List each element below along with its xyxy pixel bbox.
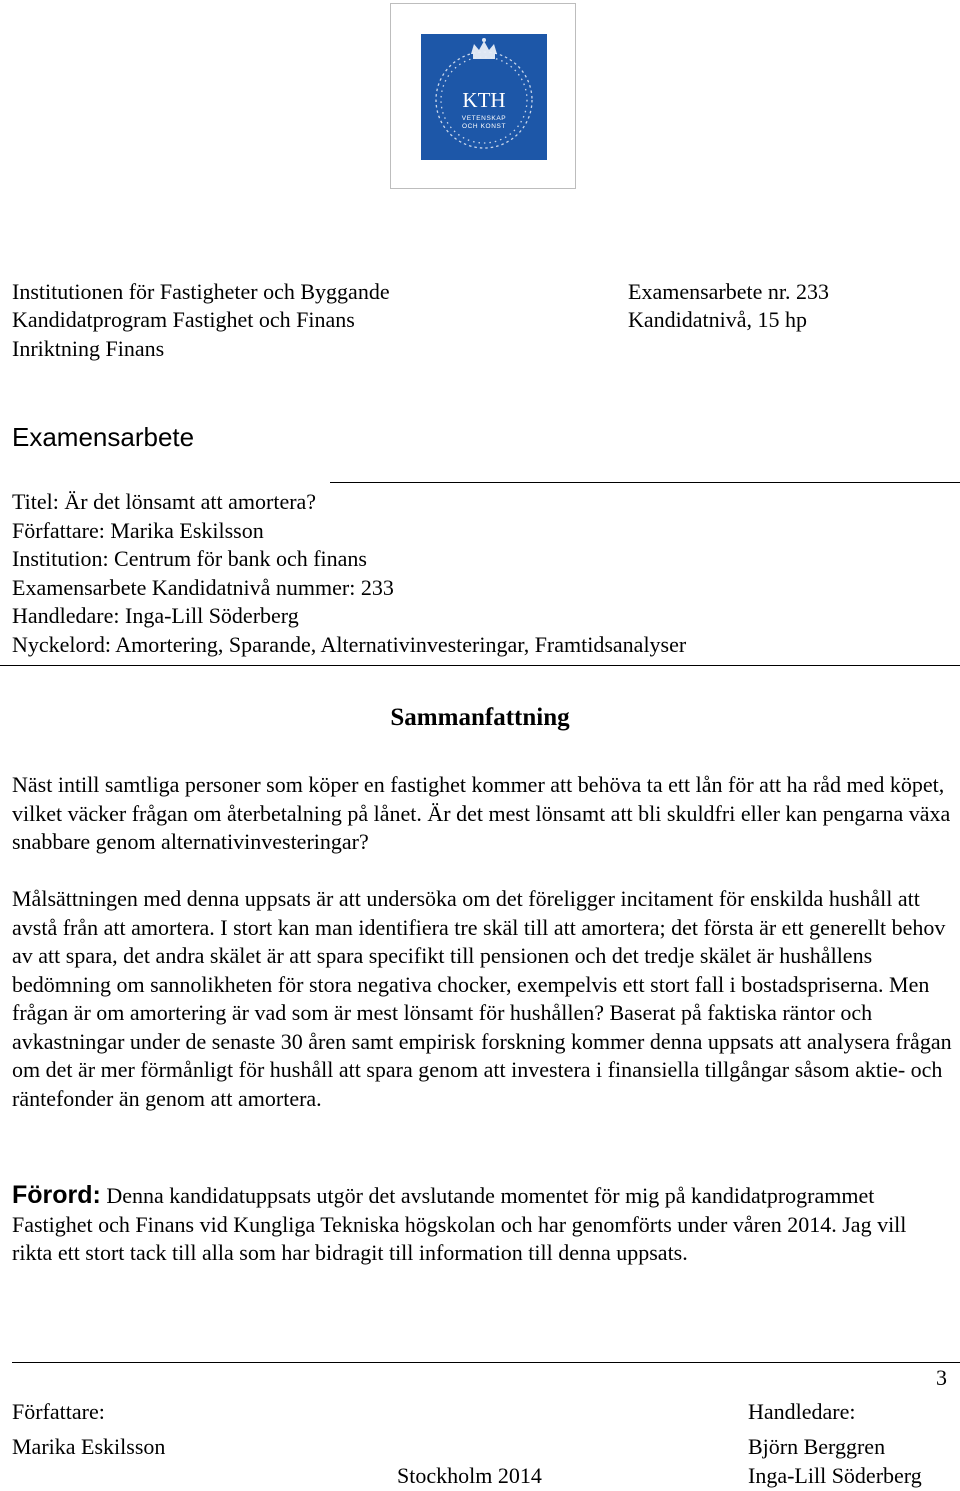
summary-heading: Sammanfattning xyxy=(390,704,570,731)
rule-bottom xyxy=(0,665,960,666)
summary-paragraph-2-text: Målsättningen med denna uppsats är att undersöka om det föreligger incitament för enskilda hushåll att avstå från att amortera. I stort kan man identifiera tre skäl till att amortera; det första är ett generellt behov av att spara, det andra skälet är att spara specifikt till pensionen och det tredje skälet är hushållens bedömning om sannolikheten för stora negativa chocker, exempelvis ett stort fall i bostadspriserna. Men frågan är om amortering är vad som är mest lönsamt för hushållen? Baserat på faktiska räntor och avkastningar under de senaste 30 åren samt empirisk forskning kommer denna uppsats att analysera frågan om det är mer förmånligt för hushåll att spara genom att investera i finansiella tillgångar såsom aktie- och räntefonder än genom att amortera. xyxy=(12,886,952,1111)
logo-kth-text: KTH xyxy=(462,88,506,112)
foreword-text: Denna kandidatuppsats utgör det avslutande momentet för mig på kandidatprogrammet Fastighet och Finans vid Kungliga Tekniska högskolan och har genomförts under våren 2014. Jag vill rikta ett stort tack till alla som har bidragit till information till denna uppsats. xyxy=(12,1183,907,1265)
summary-paragraph-2 xyxy=(12,885,952,1113)
meta-institution: Institution: Centrum för bank och finans xyxy=(12,546,367,571)
logo-line2-text: OCH KONST xyxy=(461,123,507,130)
kth-logo-emblem xyxy=(421,34,547,160)
meta-handledare: Handledare: Inga-Lill Söderberg xyxy=(12,603,299,628)
header-right-line-1: Examensarbete nr. 233 xyxy=(628,279,829,304)
header-left-line-3: Inriktning Finans xyxy=(12,336,165,361)
meta-nummer: Examensarbete Kandidatnivå nummer: 233 xyxy=(12,575,394,600)
meta-nyckelord: Nyckelord: Amortering, Sparande, Alternativinvesteringar, Framtidsanalyser xyxy=(12,632,687,657)
footer-supervisor-1: Björn Berggren xyxy=(748,1434,886,1459)
header-left-line-1: Institutionen för Fastigheter och Byggande xyxy=(12,279,390,304)
foreword xyxy=(12,1181,952,1268)
summary-paragraph-1-text: Näst intill samtliga personer som köper en fastighet kommer att behöva ta ett lån för att ha råd med köpet, vilket väcker frågan om återbetalning på lånet. Är det mest lönsamt att bli skuldfri eller kan pengarna växa snabbare genom alternativinvesteringar? xyxy=(12,772,951,854)
footer-supervisor-label: Handledare: xyxy=(748,1399,856,1424)
footer-rule xyxy=(12,1362,960,1363)
logo-line1-text: VETENSKAP xyxy=(461,115,507,122)
header-left-line-2: Kandidatprogram Fastighet och Finans xyxy=(12,307,355,332)
foreword-label: Förord: xyxy=(12,1181,101,1209)
header-right-line-2: Kandidatnivå, 15 hp xyxy=(628,307,808,332)
footer-author-label: Författare: xyxy=(12,1399,105,1424)
footer-place-date: Stockholm 2014 xyxy=(397,1463,542,1488)
footer-supervisor-2: Inga-Lill Söderberg xyxy=(748,1463,922,1488)
meta-titel: Titel: Är det lönsamt att amortera? xyxy=(12,489,317,514)
page-number: 3 xyxy=(936,1365,947,1390)
summary-paragraph-1 xyxy=(12,771,952,857)
kth-logo xyxy=(421,34,547,160)
meta-forfattare: Författare: Marika Eskilsson xyxy=(12,518,264,543)
logo-frame xyxy=(390,3,576,189)
section-title: Examensarbete xyxy=(12,422,195,452)
rule-top xyxy=(330,482,960,483)
footer-author-name: Marika Eskilsson xyxy=(12,1434,166,1459)
